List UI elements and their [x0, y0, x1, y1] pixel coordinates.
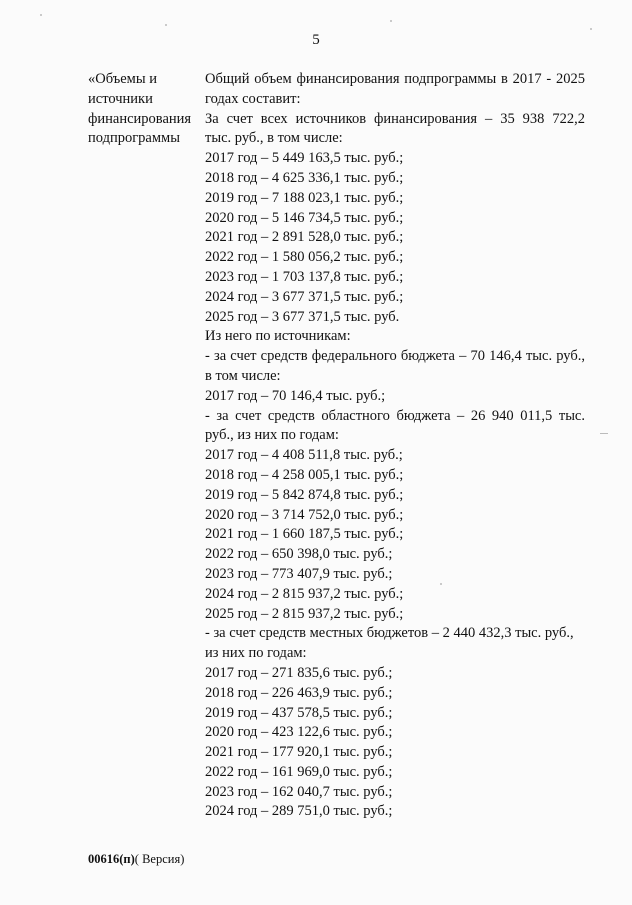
text-line: - за счет средств местных бюджетов – 2 440 432,3 тыс. руб.,: [205, 625, 574, 642]
text-line: Из него по источникам:: [205, 328, 351, 345]
text-line: 2020 год – 423 122,6 тыс. руб.;: [205, 724, 393, 741]
text-line: годах составит:: [205, 90, 301, 107]
scan-speck: [590, 28, 592, 30]
text-line: 2021 год – 1 660 187,5 тыс. руб.;: [205, 526, 404, 543]
text-line: 2022 год – 161 969,0 тыс. руб.;: [205, 763, 393, 780]
scan-speck: [165, 24, 167, 26]
text-line: 2017 год – 5 449 163,5 тыс. руб.;: [205, 150, 404, 167]
text-line: 2021 год – 2 891 528,0 тыс. руб.;: [205, 229, 404, 246]
scan-speck: [600, 433, 608, 434]
section-label-line: подпрограммы: [88, 130, 180, 147]
section-label: [88, 70, 200, 149]
text-line: 2017 год – 70 146,4 тыс. руб.;: [205, 387, 386, 404]
text-line: 2017 год – 271 835,6 тыс. руб.;: [205, 664, 393, 681]
section-label-line: источники: [88, 90, 153, 107]
text-line: 2021 год – 177 920,1 тыс. руб.;: [205, 744, 393, 761]
text-line: 2017 год – 4 408 511,8 тыс. руб.;: [205, 447, 403, 464]
section-label-line: финансирования: [88, 110, 192, 127]
text-line: 2019 год – 5 842 874,8 тыс. руб.;: [205, 486, 404, 503]
text-line: в том числе:: [205, 367, 281, 384]
page-number: 5: [312, 32, 320, 48]
text-line: Общий объем финансирования подпрограммы в 2017 - 2025: [205, 71, 585, 87]
text-line: 2020 год – 3 714 752,0 тыс. руб.;: [205, 506, 404, 523]
text-line: За счет всех источников финансирования – 35 938 722,2: [205, 110, 585, 127]
text-line: тыс. руб., в том числе:: [205, 130, 343, 147]
document-version: ( Версия): [134, 852, 185, 866]
section-label-line: «Объемы и: [88, 71, 157, 87]
text-line: - за счет средств федерального бюджета – 70 146,4 тыс. руб.,: [205, 348, 585, 365]
text-line: - за счет средств областного бюджета – 26 940 011,5 тыс.: [205, 407, 585, 424]
document-footer: [88, 852, 184, 867]
text-line: 2024 год – 289 751,0 тыс. руб.;: [205, 803, 393, 820]
text-line: 2019 год – 7 188 023,1 тыс. руб.;: [205, 189, 404, 206]
text-line: 2020 год – 5 146 734,5 тыс. руб.;: [205, 209, 404, 226]
text-line: 2023 год – 162 040,7 тыс. руб.;: [205, 783, 393, 800]
text-line: 2025 год – 3 677 371,5 тыс. руб.: [205, 308, 400, 325]
text-line: 2022 год – 650 398,0 тыс. руб.;: [205, 546, 393, 563]
text-line: 2023 год – 773 407,9 тыс. руб.;: [205, 565, 393, 582]
scan-speck: [390, 20, 392, 22]
text-line: 2024 год – 2 815 937,2 тыс. руб.;: [205, 585, 404, 602]
scan-speck: [40, 14, 42, 16]
financing-text: [205, 70, 585, 822]
text-line: из них по годам:: [205, 645, 307, 662]
text-line: 2018 год – 226 463,9 тыс. руб.;: [205, 684, 393, 701]
text-line: 2022 год – 1 580 056,2 тыс. руб.;: [205, 249, 404, 266]
text-line: 2018 год – 4 258 005,1 тыс. руб.;: [205, 466, 404, 483]
scan-speck: [440, 583, 442, 585]
text-line: 2019 год – 437 578,5 тыс. руб.;: [205, 704, 393, 721]
document-code: 00616(п): [88, 852, 135, 866]
text-line: руб., из них по годам:: [205, 427, 339, 444]
text-line: 2025 год – 2 815 937,2 тыс. руб.;: [205, 605, 404, 622]
text-line: 2023 год – 1 703 137,8 тыс. руб.;: [205, 268, 404, 285]
text-line: 2024 год – 3 677 371,5 тыс. руб.;: [205, 288, 404, 305]
text-line: 2018 год – 4 625 336,1 тыс. руб.;: [205, 169, 404, 186]
